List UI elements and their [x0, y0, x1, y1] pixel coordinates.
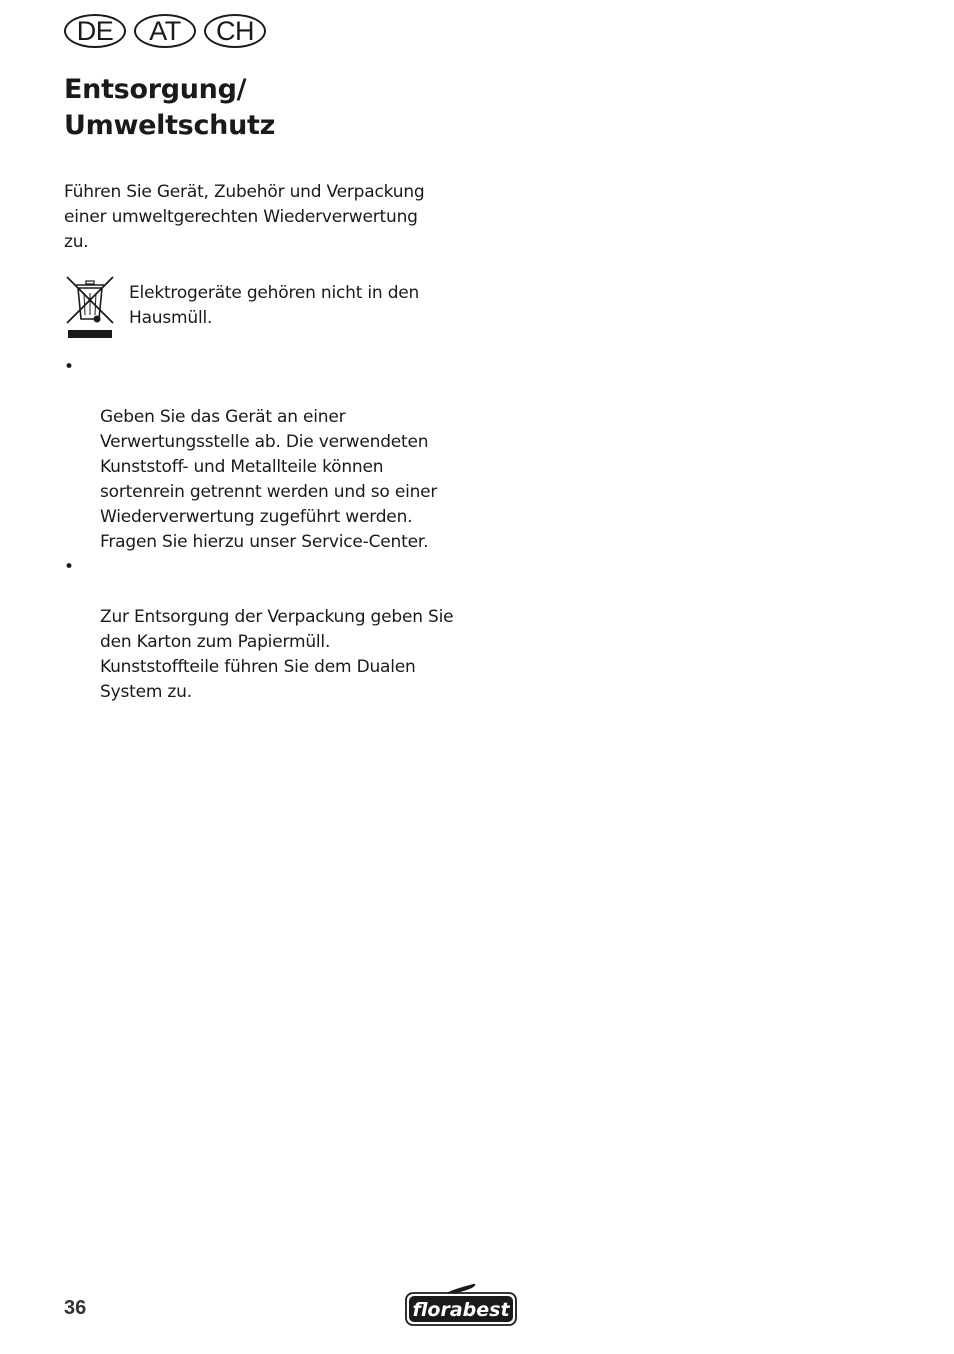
- country-badge-ch: CH: [204, 14, 266, 48]
- section-title-line1: Entsorgung/: [64, 74, 247, 105]
- disposal-list: [64, 355, 454, 705]
- intro-paragraph: Führen Sie Gerät, Zubehör und Verpackung einer umweltgerechten Wiederverwertung zu.: [64, 182, 425, 252]
- country-badge-at: AT: [134, 14, 196, 48]
- crossed-out-wheelie-bin-icon: [64, 273, 116, 339]
- list-item: [64, 355, 454, 555]
- country-badge-de: DE: [64, 14, 126, 48]
- section-title-line2: Umweltschutz: [64, 110, 276, 141]
- bullet-icon: •: [64, 357, 74, 377]
- florabest-logo: [404, 1283, 518, 1327]
- list-item-text: Zur Entsorgung der Verpackung geben Sie den Karton zum Papiermüll. Kunststoffteile führen Sie dem Dualen System zu.: [100, 607, 454, 702]
- country-badges: [64, 14, 266, 48]
- weee-notice: Elektrogeräte gehören nicht in den Hausmüll.: [129, 283, 420, 328]
- list-item-text: Geben Sie das Gerät an einer Verwertungsstelle ab. Die verwendeten Kunststoff- und Metallteile können sortenrein getrennt werden und so einer Wiederverwertung zugeführt werden. Fragen Sie hierzu unser Service-Center.: [100, 407, 438, 552]
- section-title: [64, 72, 275, 144]
- bullet-icon: •: [64, 557, 74, 577]
- brand-name: florabest: [412, 1299, 510, 1321]
- page-number: 36: [64, 1297, 87, 1319]
- list-item: [64, 555, 454, 705]
